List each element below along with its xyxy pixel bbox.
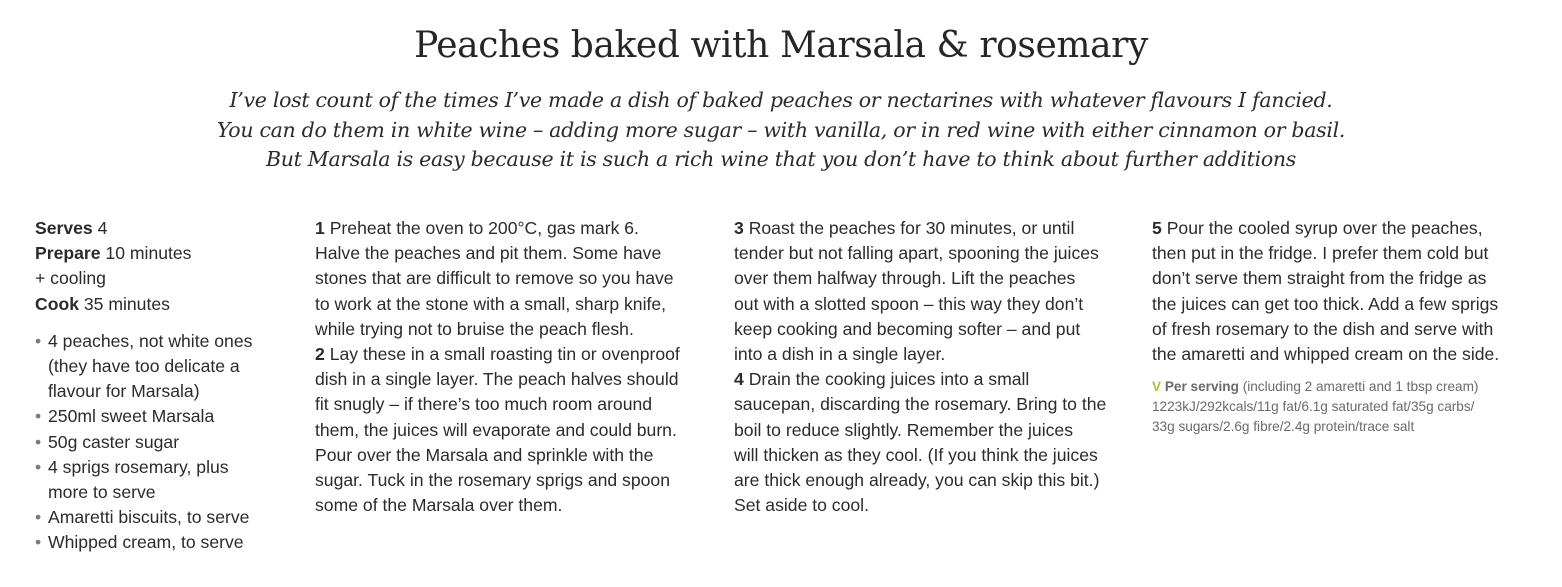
prepare-value: 10 minutes <box>105 243 192 264</box>
intro-line: I’ve lost count of the times I’ve made a dish of baked peaches or nectarines with whatever flavours I fancied. <box>229 88 1333 112</box>
step-line: will thicken as they cool. (If you think the juices <box>734 444 1098 465</box>
bullet-icon: • <box>35 406 42 427</box>
ingredient-item <box>35 329 295 405</box>
prepare-label: Prepare <box>35 243 101 264</box>
step-line: keep cooking and becoming softer – and put <box>734 318 1081 339</box>
step-number: 1 <box>315 218 325 238</box>
step-text: Pour the cooled syrup over the peaches, <box>1166 218 1483 238</box>
bullet-icon: • <box>35 507 42 528</box>
nutrition-values: 1223kJ/292kcals/11g fat/6.1g saturated fat/35g carbs/ <box>1152 399 1475 415</box>
step-text: Roast the peaches for 30 minutes, or until <box>748 218 1075 238</box>
step-line: over them halfway through. Lift the peaches <box>734 268 1076 289</box>
step-line: dish in a single layer. The peach halves should <box>315 369 679 390</box>
prepare-line <box>35 241 295 266</box>
nutrition-values: 33g sugars/2.6g fibre/2.4g protein/trace salt <box>1152 419 1415 435</box>
ingredient-text: 4 peaches, not white ones <box>48 330 253 351</box>
ingredient-text: flavour for Marsala) <box>48 381 200 402</box>
step-line: while trying not to bruise the peach flesh. <box>315 318 634 339</box>
step-line: out with a slotted spoon – this way they don’t <box>734 293 1084 314</box>
recipe-intro <box>0 86 1562 175</box>
method-step-5 <box>1152 216 1552 367</box>
step-line <box>734 367 1134 392</box>
step-line: the amaretti and whipped cream on the side. <box>1152 344 1500 365</box>
ingredient-text: 250ml sweet Marsala <box>48 406 215 427</box>
method-column-3 <box>1152 216 1552 437</box>
vegetarian-icon: V <box>1152 379 1162 395</box>
intro-line: But Marsala is easy because it is such a rich wine that you don’t have to think about further additions <box>265 147 1297 171</box>
step-line: Pour over the Marsala and sprinkle with the <box>315 444 654 465</box>
step-line: to work at the stone with a small, sharp knife, <box>315 293 667 314</box>
cook-label: Cook <box>35 293 79 314</box>
step-line: Halve the peaches and pit them. Some have <box>315 243 662 264</box>
ingredient-text: Amaretti biscuits, to serve <box>48 507 250 528</box>
step-number: 5 <box>1152 218 1162 238</box>
step-line: fit snugly – if there’s too much room around <box>315 394 653 415</box>
ingredient-item <box>35 404 295 429</box>
serves-value: 4 <box>97 218 108 238</box>
step-number: 3 <box>734 218 744 238</box>
cook-value: 35 minutes <box>83 293 170 314</box>
step-line: are thick enough already, you can skip this bit.) <box>734 470 1100 491</box>
ingredient-text: 4 sprigs rosemary, plus <box>48 456 229 477</box>
nutrition-header <box>1152 377 1552 397</box>
bullet-icon: • <box>35 431 42 452</box>
ingredient-text: more to serve <box>48 482 156 503</box>
step-line: some of the Marsala over them. <box>315 495 563 516</box>
step-line: tender but not falling apart, spooning the juices <box>734 243 1099 264</box>
step-text: Drain the cooking juices into a small <box>748 369 1030 390</box>
ingredient-item <box>35 530 295 555</box>
step-number: 4 <box>734 369 744 390</box>
recipe-info-column <box>35 216 295 556</box>
serves-line <box>35 216 295 241</box>
method-step-1 <box>315 216 715 342</box>
bullet-icon: • <box>35 532 42 553</box>
ingredient-item <box>35 430 295 455</box>
method-step-2 <box>315 342 715 518</box>
step-number: 2 <box>315 344 325 365</box>
step-text: Lay these in a small roasting tin or ovenproof <box>329 344 680 365</box>
step-text: Preheat the oven to 200°C, gas mark 6. <box>329 218 639 238</box>
nutrition-info <box>1152 377 1552 437</box>
bullet-icon: • <box>35 330 42 351</box>
serves-label: Serves <box>35 218 93 238</box>
step-line <box>315 342 715 367</box>
step-line: them, the juices will evaporate and could burn. <box>315 419 677 440</box>
method-step-3 <box>734 216 1134 367</box>
ingredient-text: Whipped cream, to serve <box>48 532 244 553</box>
method-step-4 <box>734 367 1134 518</box>
ingredient-list <box>35 329 295 556</box>
intro-line: You can do them in white wine – adding more sugar – with vanilla, or in red wine with either cinnamon or basil. <box>216 117 1346 142</box>
cook-line <box>35 292 295 317</box>
step-line: boil to reduce slightly. Remember the juices <box>734 419 1073 440</box>
method-column-2 <box>734 216 1134 518</box>
step-line <box>315 216 715 241</box>
ingredient-text: (they have too delicate a <box>48 356 240 377</box>
step-line <box>734 216 1134 241</box>
step-line: then put in the fridge. I prefer them cold but <box>1152 243 1489 264</box>
nutrition-note: (including 2 amaretti and 1 tbsp cream) <box>1242 379 1479 395</box>
step-line: sugar. Tuck in the rosemary sprigs and spoon <box>315 470 670 491</box>
step-line: saucepan, discarding the rosemary. Bring to the <box>734 394 1107 415</box>
method-column-1 <box>315 216 715 518</box>
ingredient-text: 50g caster sugar <box>48 431 180 452</box>
ingredient-item <box>35 505 295 530</box>
step-line: into a dish in a single layer. <box>734 344 946 365</box>
ingredient-item <box>35 455 295 505</box>
step-line: of fresh rosemary to the dish and serve with <box>1152 318 1494 339</box>
prepare-extra: + cooling <box>35 268 106 289</box>
nutrition-label: Per serving <box>1164 379 1239 395</box>
step-line: the juices can get too thick. Add a few sprigs <box>1152 293 1499 314</box>
step-line <box>1152 216 1552 241</box>
bullet-icon: • <box>35 456 42 477</box>
step-line: don’t serve them straight from the fridge as <box>1152 268 1487 289</box>
recipe-title: Peaches baked with Marsala & rosemary <box>414 25 1148 66</box>
step-line: Set aside to cool. <box>734 495 869 516</box>
step-line: stones that are difficult to remove so you have <box>315 268 674 289</box>
